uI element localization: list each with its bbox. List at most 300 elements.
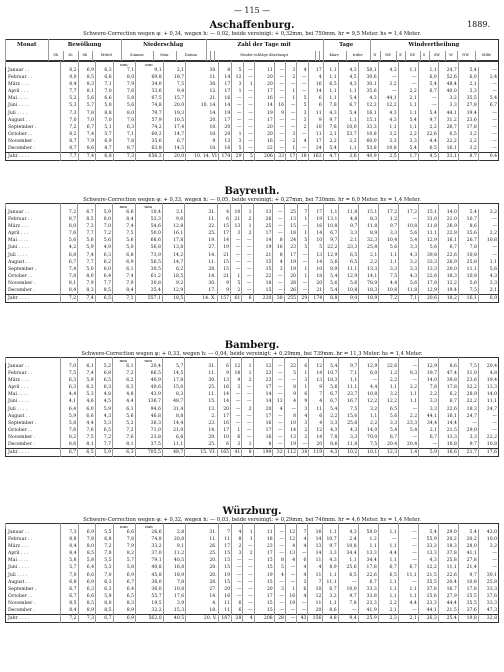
value-cell: 17,6 <box>163 593 186 600</box>
value-cell: 28 <box>232 615 243 623</box>
value-cell: 14,7 <box>162 259 184 266</box>
value-cell: 23,6 <box>458 117 478 124</box>
value-cell: 33,3 <box>418 543 438 550</box>
value-cell: — <box>338 607 358 615</box>
value-cell: 13 <box>231 223 242 230</box>
value-cell: 3 <box>273 266 284 273</box>
value-cell: 5 <box>297 95 308 102</box>
value-cell: 15 <box>217 223 230 230</box>
value-cell: 12,2 <box>359 398 379 405</box>
value-cell: 20,2 <box>458 536 478 543</box>
month-row <box>6 384 499 391</box>
value-cell: 8,7 <box>458 153 478 161</box>
value-cell: 17,8 <box>439 384 459 391</box>
value-cell: 6 <box>232 607 243 615</box>
value-cell: 18,3 <box>439 273 459 280</box>
value-cell: 53,7 <box>338 131 358 138</box>
value-cell: 14 <box>309 230 324 237</box>
month-label: Juni . . . . <box>8 103 29 109</box>
month-label: December . <box>8 288 35 294</box>
value-cell: 7,3 <box>113 153 136 161</box>
value-cell: 74,2 <box>136 124 164 131</box>
value-cell: 7,8 <box>96 550 114 557</box>
value-cell: 7 <box>297 529 308 536</box>
value-cell: 18 <box>253 280 273 287</box>
value-cell: 2,2 <box>399 413 419 420</box>
value-cell: 15,1 <box>419 209 439 216</box>
value-cell: — <box>242 413 253 420</box>
value-cell: 18,5 <box>162 295 184 303</box>
value-cell: — <box>298 252 309 259</box>
month-row <box>6 244 499 251</box>
value-cell: 5,6 <box>324 280 339 287</box>
value-cell: 6,3 <box>95 384 112 391</box>
value-cell: 6,7 <box>419 434 439 441</box>
month-label: August . . <box>8 259 31 265</box>
value-cell: 14,5 <box>162 370 184 377</box>
header-cell: 2h <box>63 51 78 61</box>
value-cell: 22,8 <box>439 230 459 237</box>
value-cell: — <box>398 550 418 557</box>
value-cell: 6,6 <box>113 209 135 216</box>
value-cell: 33,3 <box>358 586 378 593</box>
value-cell: 70,0 <box>359 434 379 441</box>
value-cell: 2,2 <box>324 413 339 420</box>
value-cell: 3,3 <box>399 266 419 273</box>
value-cell: 9,7 <box>458 441 478 449</box>
value-cell: 1,1 <box>338 88 358 95</box>
station-section <box>5 186 499 303</box>
value-cell: 5,4 <box>379 427 399 434</box>
value-cell: 18,2 <box>439 295 459 303</box>
value-cell: 7,5 <box>113 230 135 237</box>
value-cell: 2,2 <box>378 600 398 607</box>
value-cell: 3 <box>297 110 308 117</box>
value-cell: 18,5 <box>162 273 184 280</box>
value-cell: 10 <box>309 266 324 273</box>
value-cell: 23,6 <box>458 377 478 384</box>
value-cell: 199 <box>253 449 273 457</box>
value-cell: — <box>242 427 253 434</box>
value-cell: 18 <box>297 153 308 161</box>
value-cell: 4,4 <box>379 280 399 287</box>
value-cell: 6,7 <box>358 579 378 586</box>
month-row <box>6 543 499 550</box>
value-cell: 3,2 <box>438 95 458 102</box>
month-label: Juli . . . . <box>8 406 28 412</box>
value-cell: — <box>274 600 285 607</box>
value-cell: 4,3 <box>323 110 338 117</box>
value-cell: 5,4 <box>478 95 498 102</box>
value-cell: 2,2 <box>458 138 478 145</box>
value-cell: 13. <box>185 406 217 413</box>
month-label: Juli . . . . <box>8 572 28 578</box>
value-cell: 3,3 <box>438 102 458 109</box>
value-cell: 19 <box>254 110 274 117</box>
value-cell: 1 <box>242 441 253 449</box>
value-cell: 4,3 <box>378 67 398 74</box>
value-cell: 11,1 <box>398 572 418 579</box>
value-cell: 9 <box>274 110 285 117</box>
value-cell: 16,1 <box>358 110 378 117</box>
value-cell: 40,9 <box>358 153 378 161</box>
value-cell: 6 <box>217 363 230 370</box>
value-cell: 14,0 <box>419 377 439 384</box>
value-cell: 16,1 <box>439 237 459 244</box>
value-cell: 55,7 <box>136 593 164 600</box>
value-cell: 25. <box>185 441 217 449</box>
value-cell: 6,1 <box>113 266 135 273</box>
value-cell: 1,1 <box>398 124 418 131</box>
value-cell: — <box>478 252 498 259</box>
value-cell: 7,0 <box>95 223 112 230</box>
value-cell: — <box>478 110 498 117</box>
value-cell: 14 <box>217 398 230 405</box>
value-cell: — <box>286 81 297 88</box>
value-cell: 3,3 <box>379 420 399 427</box>
value-cell: 6,2 <box>78 384 95 391</box>
value-cell: — <box>478 564 498 571</box>
value-cell: 17 <box>217 427 230 434</box>
value-cell: 7,6 <box>60 230 77 237</box>
value-cell: 9,7 <box>338 593 358 600</box>
value-cell: 15 <box>218 564 231 571</box>
month-row <box>6 564 499 571</box>
value-cell: 6,4 <box>60 406 77 413</box>
value-cell: 1,1 <box>398 67 418 74</box>
value-cell: 12,8 <box>162 223 184 230</box>
month-label: September . <box>8 266 37 272</box>
value-cell: 11 <box>309 406 324 413</box>
value-cell: 6,0 <box>95 266 112 273</box>
value-cell: 6,3 <box>60 377 77 384</box>
header-cell: Stille <box>475 51 498 61</box>
header-cell: W <box>446 51 458 61</box>
value-cell: — <box>243 67 254 74</box>
value-cell: — <box>285 607 296 615</box>
value-cell: 6,8 <box>96 536 114 543</box>
value-cell: 8,0 <box>78 543 96 550</box>
value-cell: 1 <box>285 586 296 593</box>
value-cell: 8,3 <box>78 81 96 88</box>
value-cell: 5,8 <box>113 564 136 571</box>
value-cell: — <box>273 223 284 230</box>
value-cell: 37,6 <box>478 593 498 600</box>
value-cell: 8 <box>253 441 273 449</box>
value-cell: 6,2 <box>113 377 135 384</box>
value-cell: 7 <box>218 529 231 536</box>
value-cell: 5,3 <box>96 564 114 571</box>
value-cell: 13 <box>218 138 231 145</box>
value-cell: 1,1 <box>418 67 438 74</box>
value-cell: 11,1 <box>339 266 359 273</box>
value-cell: 3 <box>232 138 243 145</box>
value-cell: 7,0 <box>96 572 114 579</box>
value-cell: 8,9 <box>359 230 379 237</box>
value-cell: 15,0 <box>162 384 184 391</box>
value-cell: 47,3 <box>478 607 498 615</box>
value-cell: — <box>243 607 254 615</box>
month-row <box>6 593 499 600</box>
value-cell: 10,0 <box>478 536 498 543</box>
value-cell: 3,2 <box>379 391 399 398</box>
header-group: Tage <box>323 40 370 52</box>
month-row <box>6 266 499 273</box>
value-cell: 10,0 <box>338 586 358 593</box>
value-cell: — <box>243 145 254 153</box>
station-section <box>5 340 499 457</box>
value-cell: 13,1 <box>324 216 339 223</box>
value-cell: — <box>297 88 308 95</box>
value-cell: 12 <box>309 427 324 434</box>
value-cell: 16 <box>254 95 274 102</box>
value-cell: — <box>298 259 309 266</box>
month-label: September . <box>8 420 37 426</box>
month-label: November . <box>8 600 36 606</box>
value-cell: 4 <box>297 543 308 550</box>
value-cell: 33,6 <box>136 88 164 95</box>
month-row <box>6 557 499 564</box>
value-cell: 17,8 <box>458 586 478 593</box>
value-cell: 23,3 <box>339 244 359 251</box>
value-cell: 10,8 <box>358 131 378 138</box>
value-cell: 7,9 <box>113 543 136 550</box>
value-cell: 16,8 <box>163 564 186 571</box>
value-cell: 1,1 <box>398 102 418 109</box>
value-cell: 7,0 <box>60 363 77 370</box>
value-cell: — <box>243 572 254 579</box>
month-row <box>6 413 499 420</box>
value-cell: 1,1 <box>399 398 419 405</box>
value-cell: 1 <box>242 209 253 216</box>
value-cell: 11. <box>185 391 217 398</box>
value-cell: 17 <box>217 413 230 420</box>
value-cell: — <box>243 586 254 593</box>
value-cell: 15 <box>218 550 231 557</box>
value-cell: 5,6 <box>324 384 339 391</box>
value-cell: 21,5 <box>439 427 459 434</box>
value-cell: 4,4 <box>378 550 398 557</box>
value-cell: 1,1 <box>379 252 399 259</box>
value-cell: 16,7 <box>438 586 458 593</box>
value-cell: 9,0 <box>61 74 79 81</box>
value-cell: 6,7 <box>324 391 339 398</box>
value-cell: 11,1 <box>419 230 439 237</box>
value-cell: 35,5 <box>458 600 478 607</box>
month-row <box>6 377 499 384</box>
value-cell: 22,6 <box>358 572 378 579</box>
value-cell: 2 <box>298 427 309 434</box>
value-cell: 3,2 <box>359 406 379 413</box>
month-row <box>6 427 499 434</box>
value-cell: 8,4 <box>61 607 79 615</box>
value-cell: 16,1 <box>458 295 478 303</box>
month-label: August . . <box>8 117 31 123</box>
value-cell: 20,8 <box>163 536 186 543</box>
value-cell: 3,2 <box>478 543 498 550</box>
value-cell: 7,0 <box>61 572 79 579</box>
value-cell: 17,4 <box>163 124 186 131</box>
month-label: December . <box>8 146 35 152</box>
value-cell: 7,5 <box>458 287 478 295</box>
value-cell: 1,7 <box>398 153 418 161</box>
value-cell: 11 <box>308 131 323 138</box>
value-cell: 12,2 <box>418 564 438 571</box>
value-cell: 8,7 <box>61 138 79 145</box>
value-cell: 3,3 <box>379 230 399 237</box>
value-cell: 17,8 <box>162 237 184 244</box>
value-cell: 17 <box>218 88 231 95</box>
value-cell: 4,4 <box>418 138 438 145</box>
value-cell: 28 <box>284 280 297 287</box>
value-cell: 5,4 <box>398 145 418 153</box>
month-row <box>6 102 499 109</box>
value-cell: 19 <box>285 600 296 607</box>
value-cell: 8,5 <box>78 600 96 607</box>
value-cell: 20,4 <box>399 441 419 449</box>
value-cell: 7,5 <box>339 406 359 413</box>
value-cell: 4 <box>309 420 324 427</box>
value-cell: 5,6 <box>113 237 135 244</box>
value-cell: 26,6 <box>136 529 164 536</box>
value-cell: 14 <box>253 391 273 398</box>
value-cell: 7,8 <box>323 102 338 109</box>
value-cell: 19 <box>309 216 324 223</box>
value-cell: 6,5 <box>95 427 112 434</box>
value-cell: 4 <box>297 536 308 543</box>
value-cell: 20. <box>186 572 219 579</box>
value-cell: 9,2 <box>162 280 184 287</box>
value-cell: 16 <box>218 593 231 600</box>
value-cell: 9,4 <box>338 615 358 623</box>
value-cell: — <box>478 420 498 427</box>
value-cell: 5 <box>297 102 308 109</box>
value-cell: 30,1 <box>478 572 498 579</box>
value-cell: 16 <box>273 244 284 251</box>
value-cell: 4,9 <box>95 244 112 251</box>
value-cell: 37,6 <box>458 607 478 615</box>
value-cell: — <box>273 384 284 391</box>
header-cell: trübe <box>346 51 370 61</box>
value-cell: — <box>243 95 254 102</box>
value-cell: 4,3 <box>399 273 419 280</box>
value-cell: 19. <box>185 237 217 244</box>
value-cell: 163 <box>308 153 323 161</box>
value-cell: 17,2 <box>379 209 399 216</box>
value-cell: 8,3 <box>162 391 184 398</box>
value-cell: — <box>232 593 243 600</box>
value-cell: 36,3 <box>135 420 162 427</box>
value-cell: 10,8 <box>324 223 339 230</box>
month-label: November . <box>8 434 36 440</box>
value-cell: 6 <box>297 557 308 564</box>
value-cell: 1 <box>231 427 242 434</box>
value-cell: 4 <box>297 593 308 600</box>
value-cell: 6,7 <box>478 102 498 109</box>
value-cell: 5,3 <box>78 391 95 398</box>
value-cell: 53,3 <box>135 216 162 223</box>
value-cell: 3,3 <box>478 280 498 287</box>
value-cell: 20 <box>254 131 274 138</box>
value-cell: 6,4 <box>113 586 136 593</box>
value-cell: 34,4 <box>419 420 439 427</box>
value-cell: 21,4 <box>458 564 478 571</box>
value-cell: 18. <box>186 607 219 615</box>
value-cell: 12 <box>232 74 243 81</box>
value-cell: 33,3 <box>358 124 378 131</box>
value-cell: 6,2 <box>439 391 459 398</box>
value-cell: 4,6 <box>78 398 95 405</box>
value-cell: 21. <box>186 95 219 102</box>
value-cell: — <box>232 586 243 593</box>
value-cell: 8,5 <box>61 600 79 607</box>
value-cell: 4,1 <box>60 398 77 405</box>
value-cell: 60,2 <box>136 131 164 138</box>
value-cell: 8,6 <box>78 145 96 153</box>
value-cell: 24,7 <box>438 67 458 74</box>
value-cell: 20,2 <box>438 536 458 543</box>
value-cell: 2,1 <box>419 427 439 434</box>
value-cell: 1 <box>242 370 253 377</box>
value-cell: 9 <box>217 287 230 295</box>
month-label: December . <box>8 608 35 614</box>
value-cell: 8,2 <box>61 67 79 74</box>
value-cell: 7,8 <box>60 273 77 280</box>
value-cell: 20 <box>218 131 231 138</box>
value-cell: 5,6 <box>399 230 419 237</box>
value-cell: 8,3 <box>359 216 379 223</box>
value-cell: 32 <box>273 449 284 457</box>
value-cell: 14 <box>308 536 323 543</box>
value-cell: 38 <box>298 449 309 457</box>
month-label: Februar . . <box>8 537 33 543</box>
station-title: Bamberg. <box>224 340 280 351</box>
value-cell: 20,0 <box>163 102 186 109</box>
value-cell: 1,1 <box>378 593 398 600</box>
value-cell: — <box>231 391 242 398</box>
value-cell: 9 <box>231 377 242 384</box>
value-cell: 27. <box>186 586 219 593</box>
value-cell: 7,1 <box>399 295 419 303</box>
value-cell: 4 <box>308 74 323 81</box>
value-cell: 8,6 <box>323 607 338 615</box>
value-cell: 5,7 <box>113 557 136 564</box>
value-cell: 21,5 <box>418 572 438 579</box>
value-cell: 17 <box>253 230 273 237</box>
value-cell: — <box>243 117 254 124</box>
value-cell: 6 <box>232 600 243 607</box>
value-cell: 11 <box>218 607 231 615</box>
month-row <box>6 145 499 153</box>
value-cell: — <box>398 579 418 586</box>
value-cell: 1 <box>242 363 253 370</box>
month-label: Februar . . <box>8 75 33 81</box>
value-cell: — <box>286 102 297 109</box>
value-cell: 3 <box>231 384 242 391</box>
value-cell: 7,4 <box>113 223 135 230</box>
value-cell: 33,3 <box>478 600 498 607</box>
value-cell: 29,0 <box>458 427 478 434</box>
value-cell: 17 <box>308 138 323 145</box>
value-cell: — <box>273 273 284 280</box>
month-label: Jahr . . . . <box>6 153 61 161</box>
value-cell: 1,1 <box>379 259 399 266</box>
value-cell: 6 <box>297 586 308 593</box>
value-cell: 15 <box>253 259 273 266</box>
month-row <box>6 209 499 216</box>
value-cell: 18,3 <box>324 377 339 384</box>
value-cell: — <box>298 441 309 449</box>
